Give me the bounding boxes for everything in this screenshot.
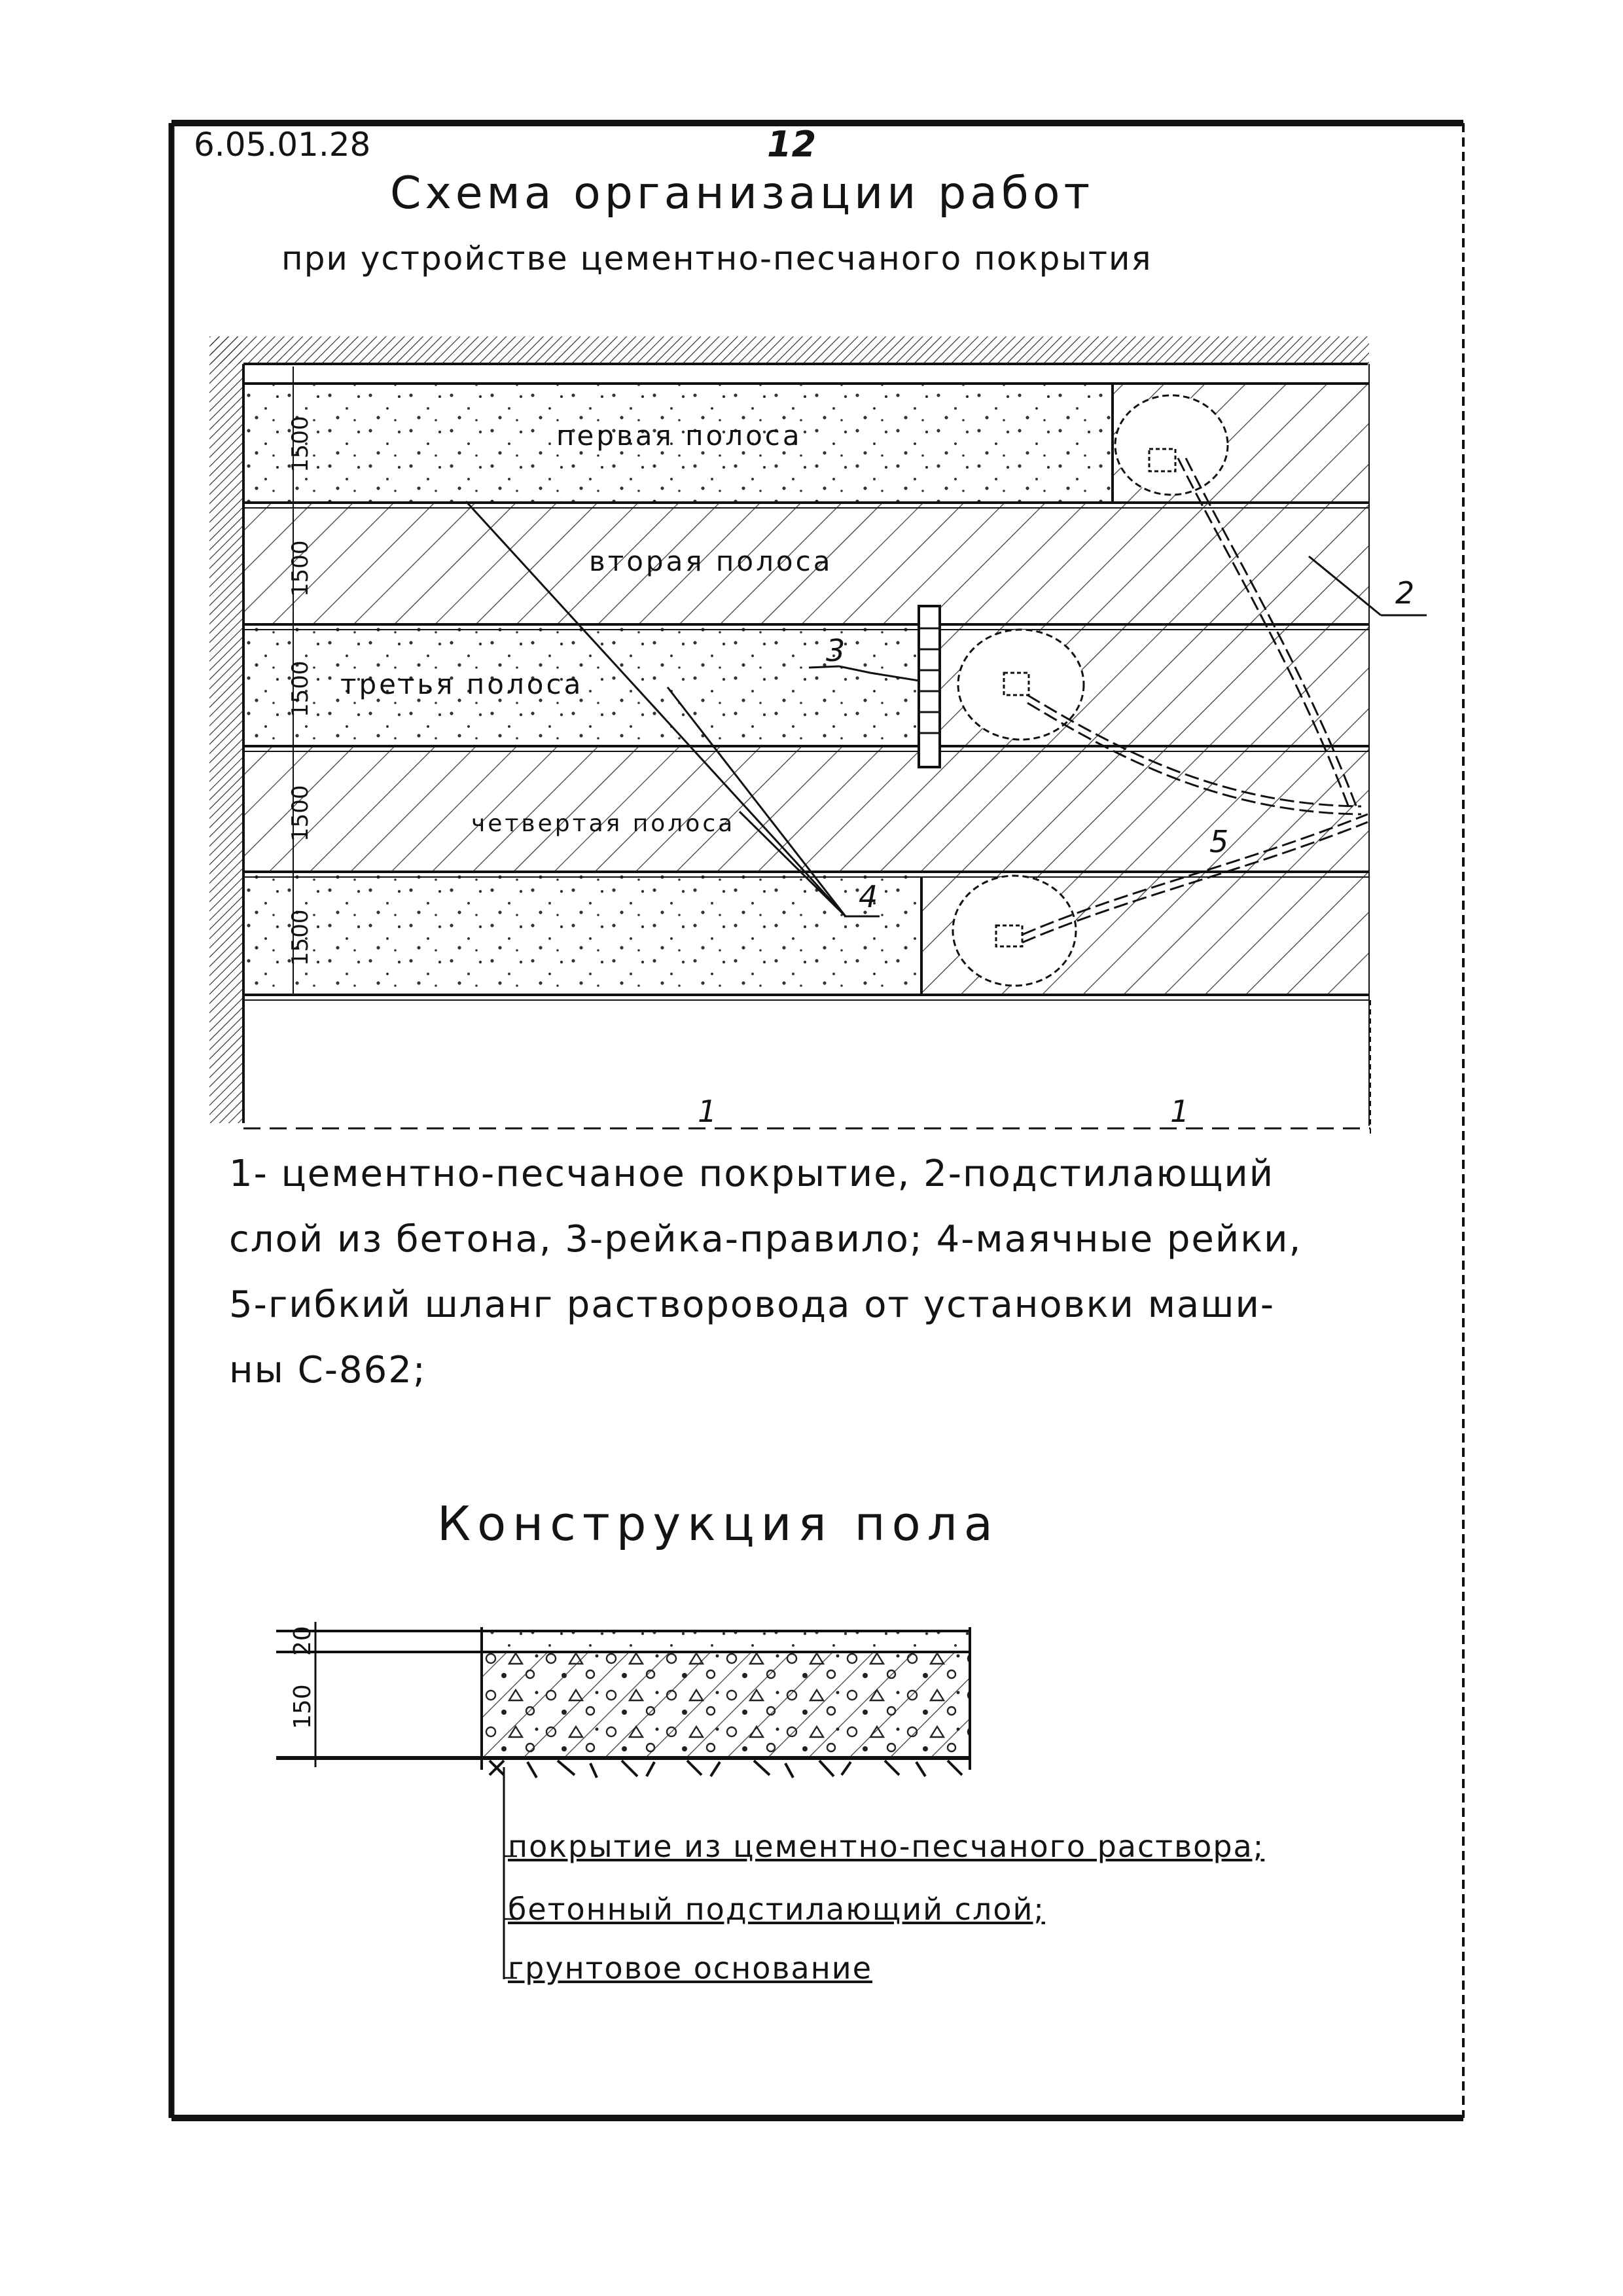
screed-rule [919,606,940,767]
callout-4: 4 [859,879,878,914]
layer-label-ground: грунтовое основание [508,1950,873,1986]
floor-title: Конструкция пола [437,1496,999,1551]
dim-middle-layer: 150 [289,1684,316,1729]
wall-left [209,336,242,1123]
layer-label-concrete: бетонный подстилающий слой; [508,1892,1045,1927]
layer-label-topping: покрытие из цементно-песчаного раствора; [508,1829,1265,1864]
work-zone-3 [953,876,1076,986]
work-zone-1 [1115,395,1228,495]
scheme-title: Схема организации работ [390,168,1094,219]
legend-line-1: 1- цементно-песчаное покрытие, 2-подстилающий [229,1153,1275,1195]
dim-strip-4: 1500 [287,785,313,842]
dim-strip-1: 1500 [287,416,313,473]
strip-4 [245,746,1369,872]
callout-1b: 1 [1170,1094,1190,1129]
scheme-subtitle: при устройстве цементно-песчаного покрытия [281,240,1152,278]
wall-top [211,336,1369,364]
strip-4-label: четвертая полоса [471,810,736,837]
page-number: 12 [767,124,817,165]
strip-2-label: вторая полоса [589,545,833,577]
legend-line-2: слой из бетона, 3-рейка-правило; 4-маячные рейки, [229,1218,1302,1261]
work-zone-2 [958,630,1084,740]
work-scheme [209,336,1427,1135]
callout-5: 5 [1209,824,1229,859]
dim-strip-2: 1500 [287,540,313,597]
drawing-code: 6.05.01.28 [194,126,371,164]
legend-line-3: 5-гибкий шланг растворовода от установки маши- [229,1283,1275,1326]
dim-strip-3: 1500 [287,660,313,717]
callout-2: 2 [1395,575,1415,611]
dim-top-layer: 20 [289,1626,316,1656]
strip-1-label: первая полоса [556,420,802,452]
legend-line-4: ны С-862; [229,1349,427,1391]
callout-3: 3 [826,633,846,668]
dim-strip-5: 1500 [287,909,313,966]
strip-3-label: третья полоса [340,668,584,700]
callout-1a: 1 [698,1094,717,1129]
